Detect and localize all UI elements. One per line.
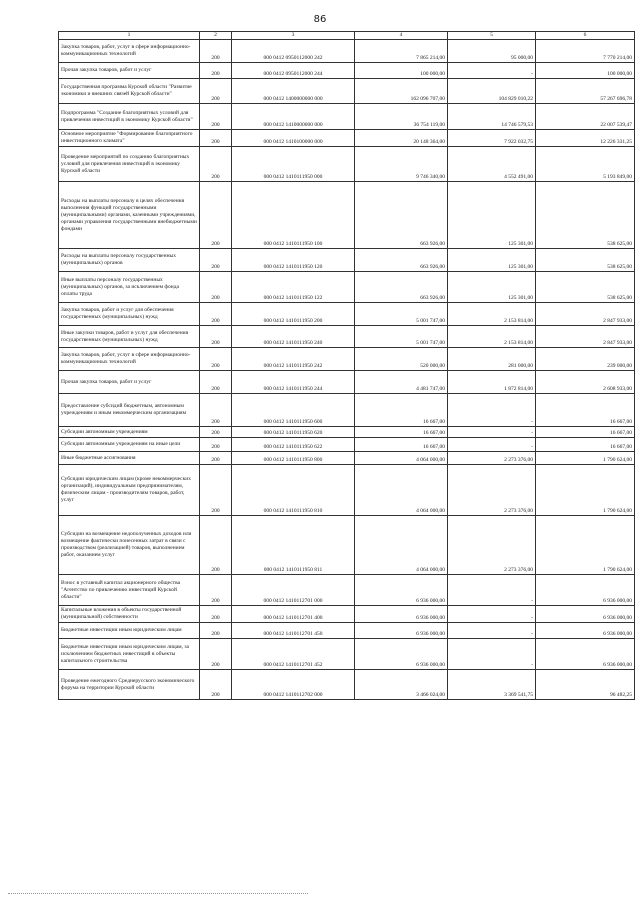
row-approved-amount-cell: 6 936 000,00 — [355, 575, 448, 606]
row-code-cell: 200 — [200, 326, 232, 348]
row-kbk-cell: 000 0412 1410112701 452 — [232, 639, 355, 670]
row-remaining-amount-cell: 239 000,00 — [536, 348, 635, 371]
row-code-cell: 200 — [200, 516, 232, 575]
row-approved-amount-cell: 20 148 364,00 — [355, 130, 448, 147]
row-code-cell: 200 — [200, 639, 232, 670]
table-row — [59, 79, 635, 104]
row-name-cell: Закупка товаров, работ, услуг в сфере информационно-коммуникационных технологий — [59, 40, 200, 63]
row-name-cell: Субсидии юридическим лицам (кроме некоммерческих организаций), индивидуальным предпринимателям, физическим лицам - производителям товаров, работ, услуг — [59, 465, 200, 516]
table-row — [59, 272, 635, 303]
row-remaining-amount-cell: 16 667,00 — [536, 427, 635, 438]
budget-execution-table — [58, 31, 635, 700]
row-code-cell: 200 — [200, 371, 232, 394]
row-kbk-cell: 000 0412 1410111950 800 — [232, 452, 355, 465]
row-code-cell: 200 — [200, 63, 232, 79]
row-remaining-amount-cell: 1 790 624,00 — [536, 452, 635, 465]
row-code-cell: 200 — [200, 394, 232, 427]
row-remaining-amount-cell: 100 000,00 — [536, 63, 635, 79]
row-name-cell: Бюджетные инвестиции иным юридическим лицам, за исключением бюджетных инвестиций в объекты капитального строительства — [59, 639, 200, 670]
row-kbk-cell: 000 0412 1410111950 200 — [232, 303, 355, 326]
row-remaining-amount-cell: 16 667,00 — [536, 394, 635, 427]
column-header: 1 — [59, 32, 200, 40]
row-name-cell: Подпрограмма "Создание благоприятных условий для привлечения инвестиций в экономику Курской области" — [59, 104, 200, 130]
row-name-cell: Проведение ежегодного Среднерусского экономического форума на территории Курской области — [59, 670, 200, 700]
row-code-cell: 200 — [200, 130, 232, 147]
row-remaining-amount-cell: 1 790 624,00 — [536, 465, 635, 516]
table-row — [59, 303, 635, 326]
table-row — [59, 40, 635, 63]
row-name-cell: Иные закупки товаров, работ и услуг для обеспечения государственных (муниципальных) нужд — [59, 326, 200, 348]
row-code-cell: 200 — [200, 438, 232, 452]
table-row — [59, 147, 635, 182]
row-remaining-amount-cell: 12 226 331,25 — [536, 130, 635, 147]
table-row — [59, 639, 635, 670]
row-remaining-amount-cell: 16 667,00 — [536, 438, 635, 452]
row-remaining-amount-cell: 96 482,25 — [536, 670, 635, 700]
page-number: 86 — [313, 14, 327, 25]
row-executed-amount-cell: 2 153 814,00 — [448, 303, 536, 326]
row-remaining-amount-cell: 6 936 000,00 — [536, 639, 635, 670]
row-approved-amount-cell: 663 926,00 — [355, 272, 448, 303]
row-code-cell: 200 — [200, 272, 232, 303]
row-code-cell: 200 — [200, 40, 232, 63]
row-remaining-amount-cell: 6 936 000,00 — [536, 623, 635, 639]
row-name-cell: Прочая закупка товаров, работ и услуг — [59, 63, 200, 79]
row-approved-amount-cell: 4 064 000,00 — [355, 452, 448, 465]
row-name-cell: Прочая закупка товаров, работ и услуг — [59, 371, 200, 394]
row-name-cell: Расходы на выплаты персоналу в целях обеспечения выполнения функций государственными (муниципальными) органами, казенными учреждениями, органами управления государственными внебюджетными фондами — [59, 182, 200, 249]
row-executed-amount-cell: 125 301,00 — [448, 249, 536, 272]
row-approved-amount-cell: 162 096 707,00 — [355, 79, 448, 104]
row-executed-amount-cell: - — [448, 606, 536, 623]
row-kbk-cell: 000 0412 1410111950 122 — [232, 272, 355, 303]
row-kbk-cell: 000 0412 1410112702 000 — [232, 670, 355, 700]
row-code-cell: 200 — [200, 147, 232, 182]
row-remaining-amount-cell: 538 625,00 — [536, 272, 635, 303]
table-row — [59, 606, 635, 623]
row-name-cell: Иные бюджетные ассигнования — [59, 452, 200, 465]
row-name-cell: Субсидии на возмещение недополученных доходов или возмещение фактически понесенных затрат в связи с производством (реализацией) товаров, выполнением работ, оказанием услуг — [59, 516, 200, 575]
row-approved-amount-cell: 6 936 000,00 — [355, 639, 448, 670]
row-code-cell: 200 — [200, 348, 232, 371]
row-approved-amount-cell: 663 926,00 — [355, 182, 448, 249]
row-kbk-cell: 000 0412 1410111950 100 — [232, 182, 355, 249]
row-name-cell: Капитальные вложения в объекты государственной (муниципальной) собственности — [59, 606, 200, 623]
row-executed-amount-cell: 1 872 814,00 — [448, 371, 536, 394]
row-code-cell: 200 — [200, 303, 232, 326]
row-name-cell: Взнос в уставный капитал акционерного общества "Агентство по привлечению инвестиций Курской области" — [59, 575, 200, 606]
row-name-cell: Иные выплаты персоналу государственных (муниципальных) органов, за исключением фонда оплаты труда — [59, 272, 200, 303]
row-remaining-amount-cell: 7 770 214,00 — [536, 40, 635, 63]
row-approved-amount-cell: 5 001 747,00 — [355, 303, 448, 326]
row-name-cell: Предоставление субсидий бюджетным, автономным учреждениям и иным некоммерческим организациям — [59, 394, 200, 427]
column-header: 5 — [448, 32, 536, 40]
row-kbk-cell: 000 0412 0950112000 244 — [232, 63, 355, 79]
row-executed-amount-cell: 125 301,00 — [448, 182, 536, 249]
row-code-cell: 200 — [200, 606, 232, 623]
table-body — [59, 40, 635, 700]
table-row — [59, 516, 635, 575]
row-executed-amount-cell: - — [448, 438, 536, 452]
row-remaining-amount-cell: 22 007 539,47 — [536, 104, 635, 130]
row-remaining-amount-cell: 6 936 000,00 — [536, 606, 635, 623]
row-executed-amount-cell: - — [448, 394, 536, 427]
row-code-cell: 200 — [200, 104, 232, 130]
row-remaining-amount-cell: 2 847 933,00 — [536, 303, 635, 326]
table-row — [59, 371, 635, 394]
table-row — [59, 182, 635, 249]
row-approved-amount-cell: 4 481 747,00 — [355, 371, 448, 394]
table-row — [59, 575, 635, 606]
row-executed-amount-cell: 104 829 010,22 — [448, 79, 536, 104]
row-executed-amount-cell: - — [448, 63, 536, 79]
row-executed-amount-cell: 3 369 541,75 — [448, 670, 536, 700]
row-name-cell: Бюджетные инвестиции иным юридическим лицам — [59, 623, 200, 639]
table-row — [59, 465, 635, 516]
row-remaining-amount-cell: 5 193 849,00 — [536, 147, 635, 182]
table-row — [59, 623, 635, 639]
row-approved-amount-cell: 5 001 747,00 — [355, 326, 448, 348]
table-row — [59, 427, 635, 438]
row-executed-amount-cell: 125 301,00 — [448, 272, 536, 303]
row-executed-amount-cell: 14 746 579,53 — [448, 104, 536, 130]
row-kbk-cell: 000 0412 1410111950 242 — [232, 348, 355, 371]
row-kbk-cell: 000 0412 1400000000 000 — [232, 79, 355, 104]
row-kbk-cell: 000 0412 0950112000 242 — [232, 40, 355, 63]
row-kbk-cell: 000 0412 1410111950 810 — [232, 465, 355, 516]
row-approved-amount-cell: 3 466 024,00 — [355, 670, 448, 700]
row-kbk-cell: 000 0412 1410111950 620 — [232, 427, 355, 438]
row-code-cell: 200 — [200, 670, 232, 700]
row-kbk-cell: 000 0412 1410112701 400 — [232, 606, 355, 623]
row-remaining-amount-cell: 57 267 696,78 — [536, 79, 635, 104]
row-name-cell: Расходы на выплаты персоналу государственных (муниципальных) органов — [59, 249, 200, 272]
row-kbk-cell: 000 0412 1410000000 000 — [232, 104, 355, 130]
row-remaining-amount-cell: 2 608 933,00 — [536, 371, 635, 394]
row-kbk-cell: 000 0412 1410111950 622 — [232, 438, 355, 452]
column-header: 6 — [536, 32, 635, 40]
row-executed-amount-cell: - — [448, 427, 536, 438]
row-name-cell: Основное мероприятие "Формирование благоприятного инвестиционного климата" — [59, 130, 200, 147]
row-executed-amount-cell: 95 000,00 — [448, 40, 536, 63]
row-approved-amount-cell: 36 754 119,00 — [355, 104, 448, 130]
row-approved-amount-cell: 4 064 000,00 — [355, 465, 448, 516]
table-row — [59, 394, 635, 427]
row-code-cell: 200 — [200, 452, 232, 465]
row-executed-amount-cell: - — [448, 639, 536, 670]
table-row — [59, 670, 635, 700]
column-header: 3 — [232, 32, 355, 40]
row-code-cell: 200 — [200, 249, 232, 272]
row-kbk-cell: 000 0412 1410112701 000 — [232, 575, 355, 606]
row-kbk-cell: 000 0412 1410111950 000 — [232, 147, 355, 182]
row-approved-amount-cell: 16 667,00 — [355, 394, 448, 427]
table-row — [59, 104, 635, 130]
row-approved-amount-cell: 520 000,00 — [355, 348, 448, 371]
table-row — [59, 326, 635, 348]
row-executed-amount-cell: 2 273 376,00 — [448, 465, 536, 516]
row-approved-amount-cell: 16 667,00 — [355, 427, 448, 438]
row-name-cell: Государственная программа Курской области "Развитие экономики и внешних связей Курской области" — [59, 79, 200, 104]
page-bottom-divider — [8, 893, 308, 894]
row-code-cell: 200 — [200, 79, 232, 104]
table-row — [59, 130, 635, 147]
row-kbk-cell: 000 0412 1410100000 000 — [232, 130, 355, 147]
row-remaining-amount-cell: 1 790 624,00 — [536, 516, 635, 575]
table-row — [59, 452, 635, 465]
row-executed-amount-cell: 2 153 814,00 — [448, 326, 536, 348]
table-row — [59, 438, 635, 452]
row-executed-amount-cell: - — [448, 623, 536, 639]
row-name-cell: Закупка товаров, работ и услуг для обеспечения государственных (муниципальных) нужд — [59, 303, 200, 326]
row-executed-amount-cell: 7 922 032,75 — [448, 130, 536, 147]
row-code-cell: 200 — [200, 427, 232, 438]
row-code-cell: 200 — [200, 182, 232, 249]
table-row — [59, 63, 635, 79]
row-executed-amount-cell: 2 273 376,00 — [448, 452, 536, 465]
row-executed-amount-cell: 281 000,00 — [448, 348, 536, 371]
table-row — [59, 249, 635, 272]
row-executed-amount-cell: 4 552 491,00 — [448, 147, 536, 182]
column-header: 2 — [200, 32, 232, 40]
row-approved-amount-cell: 16 667,00 — [355, 438, 448, 452]
row-kbk-cell: 000 0412 1410111950 240 — [232, 326, 355, 348]
row-name-cell: Проведение мероприятий по созданию благоприятных условий для привлечения инвестиций в экономику Курской области — [59, 147, 200, 182]
row-kbk-cell: 000 0412 1410112701 450 — [232, 623, 355, 639]
row-approved-amount-cell: 663 926,00 — [355, 249, 448, 272]
row-approved-amount-cell: 6 936 000,00 — [355, 606, 448, 623]
table-row — [59, 348, 635, 371]
row-approved-amount-cell: 100 000,00 — [355, 63, 448, 79]
row-executed-amount-cell: - — [448, 575, 536, 606]
row-code-cell: 200 — [200, 623, 232, 639]
row-kbk-cell: 000 0412 1410111950 600 — [232, 394, 355, 427]
row-name-cell: Закупка товаров, работ, услуг в сфере информационно-коммуникационных технологий — [59, 348, 200, 371]
row-name-cell: Субсидии автономным учреждениям — [59, 427, 200, 438]
column-number-header-row — [59, 32, 635, 40]
row-name-cell: Субсидии автономным учреждениям на иные цели — [59, 438, 200, 452]
row-kbk-cell: 000 0412 1410111950 120 — [232, 249, 355, 272]
row-kbk-cell: 000 0412 1410111950 244 — [232, 371, 355, 394]
row-executed-amount-cell: 2 273 376,00 — [448, 516, 536, 575]
row-kbk-cell: 000 0412 1410111950 811 — [232, 516, 355, 575]
column-header: 4 — [355, 32, 448, 40]
row-code-cell: 200 — [200, 575, 232, 606]
row-remaining-amount-cell: 2 847 933,00 — [536, 326, 635, 348]
row-remaining-amount-cell: 6 936 000,00 — [536, 575, 635, 606]
row-remaining-amount-cell: 538 625,00 — [536, 182, 635, 249]
row-code-cell: 200 — [200, 465, 232, 516]
row-approved-amount-cell: 6 936 000,00 — [355, 623, 448, 639]
row-remaining-amount-cell: 538 625,00 — [536, 249, 635, 272]
row-approved-amount-cell: 4 064 000,00 — [355, 516, 448, 575]
row-approved-amount-cell: 9 746 340,00 — [355, 147, 448, 182]
row-approved-amount-cell: 7 865 214,00 — [355, 40, 448, 63]
